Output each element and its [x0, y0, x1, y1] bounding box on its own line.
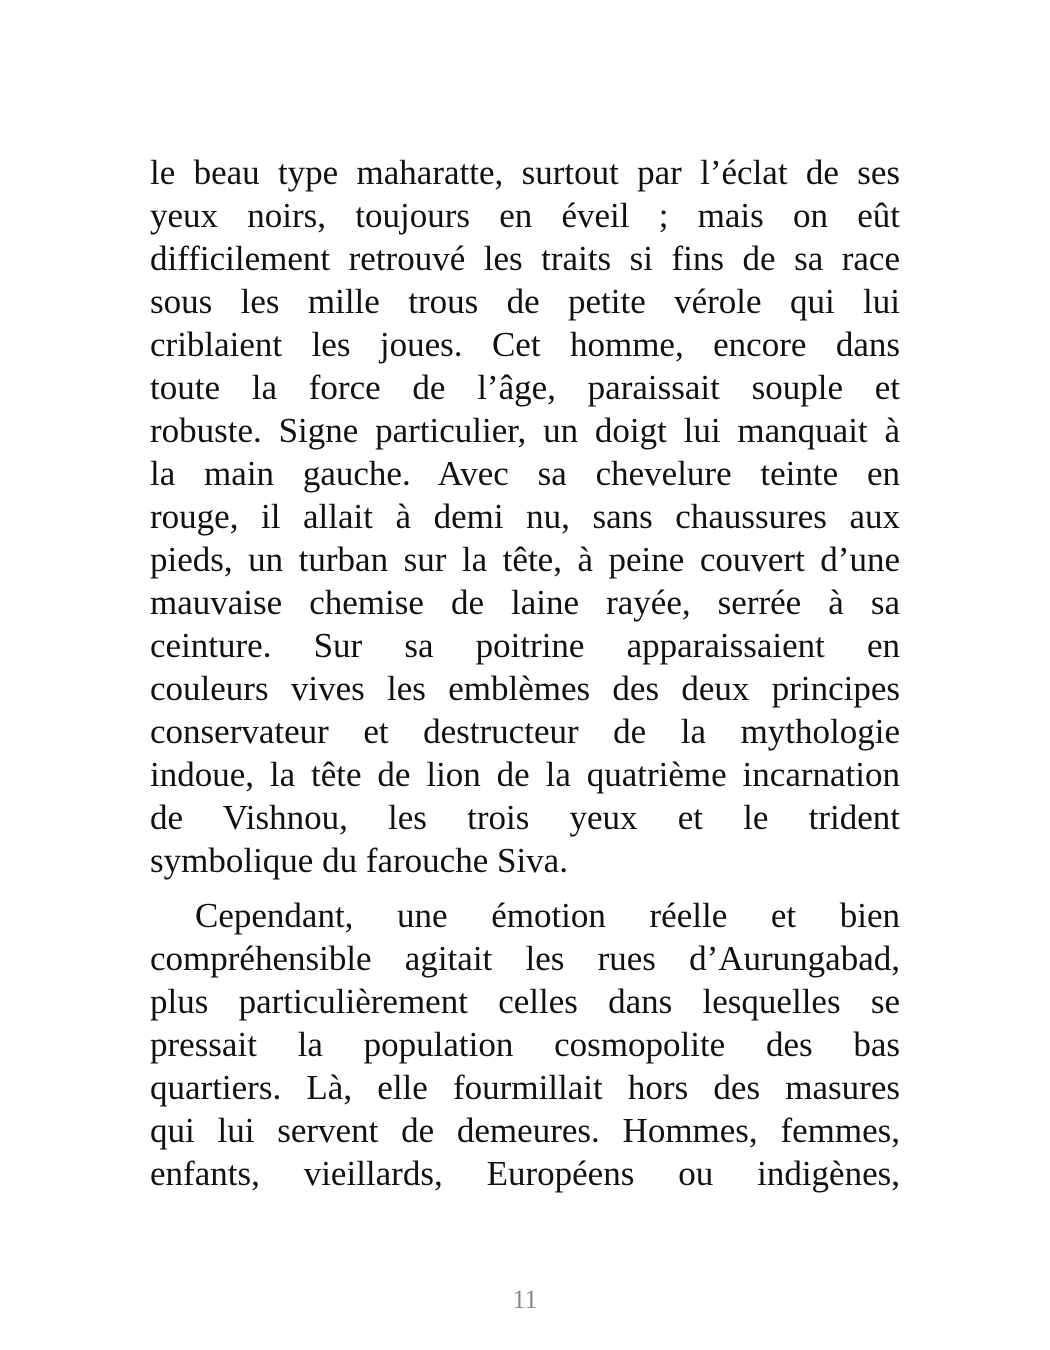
text-line: indoue, la tête de lion de la quatrième incarnation — [150, 755, 900, 794]
paragraph — [150, 894, 900, 1195]
text-line: plus particulièrement celles dans lesquelles se — [150, 982, 900, 1021]
text-line: yeux noirs, toujours en éveil ; mais on eût — [150, 196, 900, 235]
text-line: qui lui servent de demeures. Hommes, femmes, — [150, 1111, 900, 1150]
text-line: pieds, un turban sur la tête, à peine couvert d’une — [150, 540, 900, 579]
text-line: Cependant, une émotion réelle et bien — [195, 896, 900, 935]
text-line: criblaient les joues. Cet homme, encore dans — [150, 325, 900, 364]
text-line: conservateur et destructeur de la mythologie — [150, 712, 900, 751]
paragraph — [150, 151, 900, 882]
text-line: compréhensible agitait les rues d’Aurungabad, — [150, 939, 900, 978]
text-line: couleurs vives les emblèmes des deux principes — [150, 669, 900, 708]
page-number: 11 — [512, 1285, 538, 1314]
body-text — [150, 151, 900, 1195]
text-line: symbolique du farouche Siva. — [150, 841, 568, 880]
text-line: le beau type maharatte, surtout par l’éclat de ses — [150, 153, 900, 192]
text-line: mauvaise chemise de laine rayée, serrée à sa — [150, 583, 900, 622]
text-line: toute la force de l’âge, paraissait souple et — [150, 368, 900, 407]
text-line: difficilement retrouvé les traits si fins de sa race — [150, 239, 900, 278]
text-line: pressait la population cosmopolite des bas — [150, 1025, 900, 1064]
text-line: rouge, il allait à demi nu, sans chaussures aux — [150, 497, 900, 536]
text-line: ceinture. Sur sa poitrine apparaissaient en — [150, 626, 900, 665]
text-line: robuste. Signe particulier, un doigt lui manquait à — [150, 411, 900, 450]
text-line: la main gauche. Avec sa chevelure teinte en — [150, 454, 900, 493]
text-line: de Vishnou, les trois yeux et le trident — [150, 798, 900, 837]
text-line: enfants, vieillards, Européens ou indigènes, — [150, 1154, 900, 1193]
text-line: sous les mille trous de petite vérole qui lui — [150, 282, 900, 321]
text-line: quartiers. Là, elle fourmillait hors des masures — [150, 1068, 900, 1107]
